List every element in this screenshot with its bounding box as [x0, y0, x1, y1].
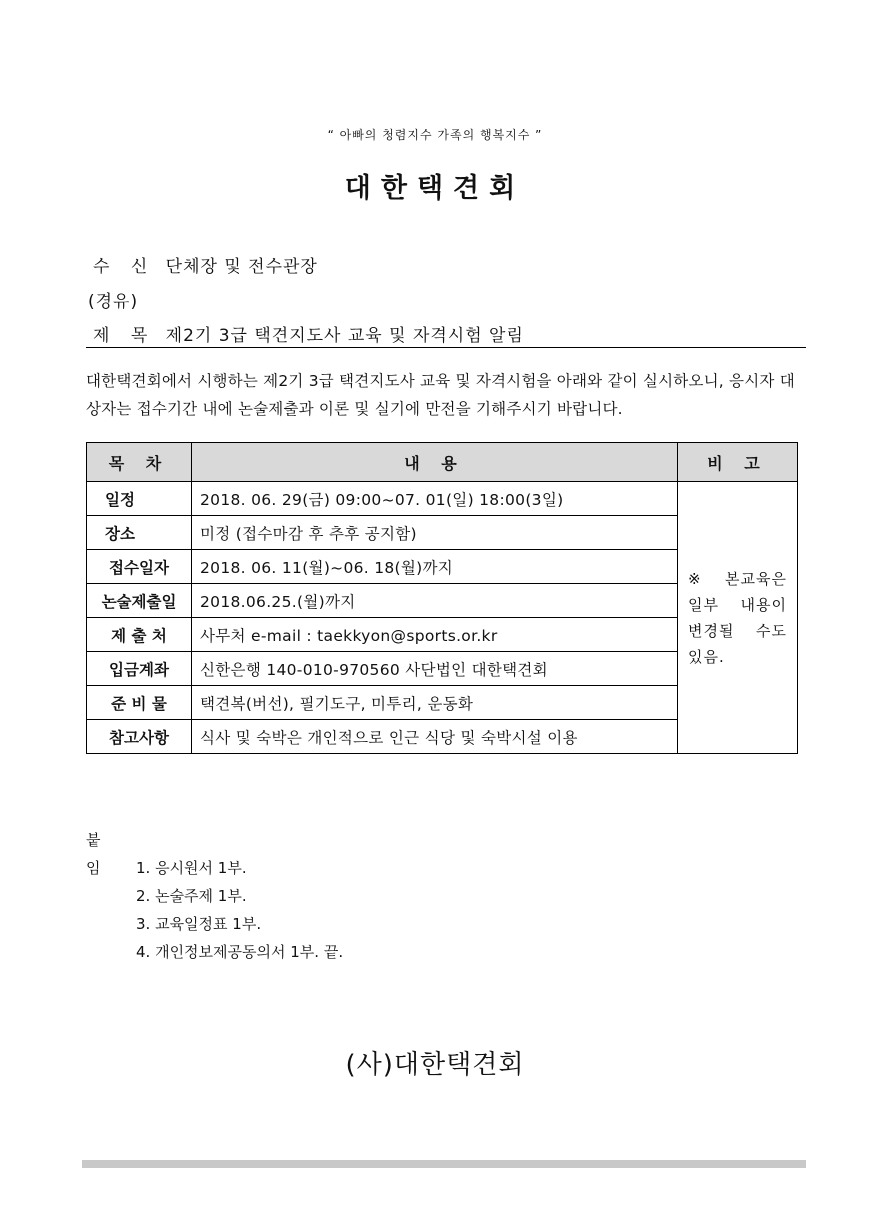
attachments: [86, 826, 343, 966]
row-value: 2018. 06. 11(월)~06. 18(월)까지: [192, 550, 678, 584]
row-key: 장소: [87, 516, 192, 550]
row-key: 논술제출일: [87, 584, 192, 618]
slogan: “ 아빠의 청렴지수 가족의 행복지수 ”: [327, 128, 543, 142]
note-cell: ※ 본교육은 일부 내용이 변경될 수도 있음.: [678, 482, 798, 754]
row-value: 미정 (접수마감 후 추후 공지함): [192, 516, 678, 550]
bottom-bar: [82, 1160, 806, 1168]
recipient-line: [93, 252, 318, 277]
row-key: 참고사항: [87, 720, 192, 754]
header-index: 목 차: [87, 443, 192, 482]
attachments-label: 붙 임: [86, 831, 107, 877]
header-divider: [86, 347, 806, 348]
footer-org: (사)대한택견회: [345, 1050, 525, 1080]
row-key: 제 출 처: [87, 618, 192, 652]
org-title: 대한택견회: [344, 173, 526, 204]
via-line: (경유): [88, 292, 139, 312]
recipient-label: 수 신: [93, 257, 156, 277]
table-row: [87, 482, 798, 516]
header-note: 비 고: [678, 443, 798, 482]
attachment-item: 2. 논술주제 1부.: [136, 887, 247, 905]
subject-line: [93, 321, 524, 346]
info-table: [86, 442, 798, 754]
recipient-value: 단체장 및 전수관장: [165, 257, 318, 277]
header-content: 내 용: [192, 443, 678, 482]
subject-label: 제 목: [93, 326, 156, 346]
subject-value: 제2기 3급 택견지도사 교육 및 자격시험 알림: [165, 326, 524, 346]
row-key: 일정: [87, 482, 192, 516]
row-value: 사무처 e-mail : taekkyon@sports.or.kr: [192, 618, 678, 652]
row-key: 준 비 물: [87, 686, 192, 720]
attachment-item: 4. 개인정보제공동의서 1부. 끝.: [136, 943, 344, 961]
row-value: 2018.06.25.(월)까지: [192, 584, 678, 618]
row-value: 식사 및 숙박은 개인적으로 인근 식당 및 숙박시설 이용: [192, 720, 678, 754]
attachment-item: 3. 교육일정표 1부.: [136, 915, 262, 933]
row-value: 2018. 06. 29(금) 09:00~07. 01(일) 18:00(3일): [192, 482, 678, 516]
table-header-row: [87, 443, 798, 482]
row-value: 택견복(버선), 필기도구, 미투리, 운동화: [192, 686, 678, 720]
body-text: 대한택견회에서 시행하는 제2기 3급 택견지도사 교육 및 자격시험을 아래와 같이 실시하오니, 응시자 대상자는 접수기간 내에 논술제출과 이론 및 실기에 만전을 기해주시기 바랍니다.: [86, 372, 795, 418]
row-key: 입금계좌: [87, 652, 192, 686]
row-key: 접수일자: [87, 550, 192, 584]
attachment-item: 붙 임 1. 응시원서 1부.: [86, 826, 343, 882]
row-value: 신한은행 140-010-970560 사단법인 대한택견회: [192, 652, 678, 686]
